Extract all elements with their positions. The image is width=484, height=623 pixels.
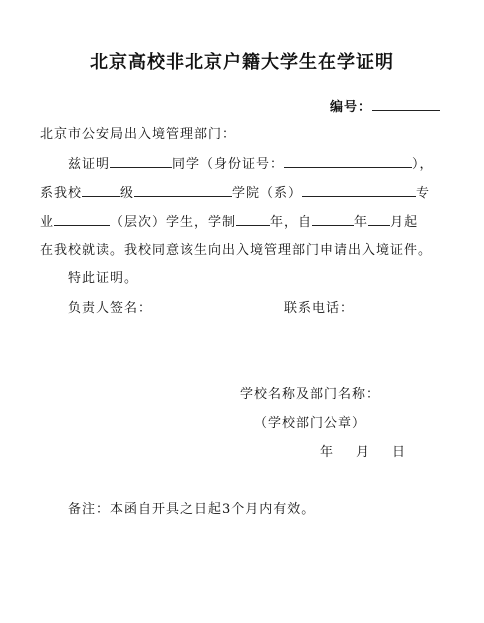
document-title: 北京高校非北京户籍大学生在学证明 xyxy=(90,52,394,73)
major-blank xyxy=(302,184,416,197)
special-proof: 特此证明。 xyxy=(68,271,139,286)
student-name-blank xyxy=(110,155,172,168)
line2-text-d: 专 xyxy=(416,186,431,201)
line2-text-a: 系我校 xyxy=(40,186,83,201)
start-year-blank xyxy=(312,213,354,226)
line2-text-c: 学院（系） xyxy=(232,186,303,201)
school-department-name-label: 学校名称及部门名称： xyxy=(240,387,381,402)
line1-text-a: 兹证明 xyxy=(68,157,111,172)
college-blank xyxy=(134,184,232,197)
line3-text-c: 年，自 xyxy=(270,215,313,230)
paragraph-line-3 xyxy=(40,213,418,232)
line3-text-b: （层次）学生，学制 xyxy=(110,215,237,230)
responsible-signature-label: 负责人签名： xyxy=(68,301,153,316)
grade-blank xyxy=(82,184,120,197)
line3-text-a: 业 xyxy=(40,215,55,230)
paragraph-line-1 xyxy=(68,155,434,174)
number-row xyxy=(330,98,440,117)
addressee: 北京市公安局出入境管理部门： xyxy=(40,127,237,142)
line1-text-b: 同学（身份证号： xyxy=(172,157,285,172)
id-number-blank xyxy=(284,155,412,168)
date-year: 年 xyxy=(320,445,335,460)
date-day: 日 xyxy=(392,445,407,460)
date-month: 月 xyxy=(356,445,371,460)
number-blank xyxy=(372,98,440,111)
paragraph-line-2 xyxy=(40,184,430,203)
line1-text-c: ）， xyxy=(412,157,434,172)
start-month-blank xyxy=(368,213,390,226)
line2-text-b: 级 xyxy=(120,186,135,201)
number-label: 编号： xyxy=(330,100,373,115)
contact-phone-label: 联系电话： xyxy=(284,301,355,316)
line3-text-e: 月起 xyxy=(390,215,419,230)
date-row xyxy=(320,444,406,462)
level-blank xyxy=(54,213,110,226)
line3-text-d: 年 xyxy=(354,215,369,230)
paragraph-line-4: 在我校就读。我校同意该生向出入境管理部门申请出入境证件。 xyxy=(40,243,433,258)
remark-note: 备注：本函自开具之日起3个月内有效。 xyxy=(68,502,316,517)
department-seal: （学校部门公章） xyxy=(254,416,367,431)
duration-blank xyxy=(236,213,270,226)
